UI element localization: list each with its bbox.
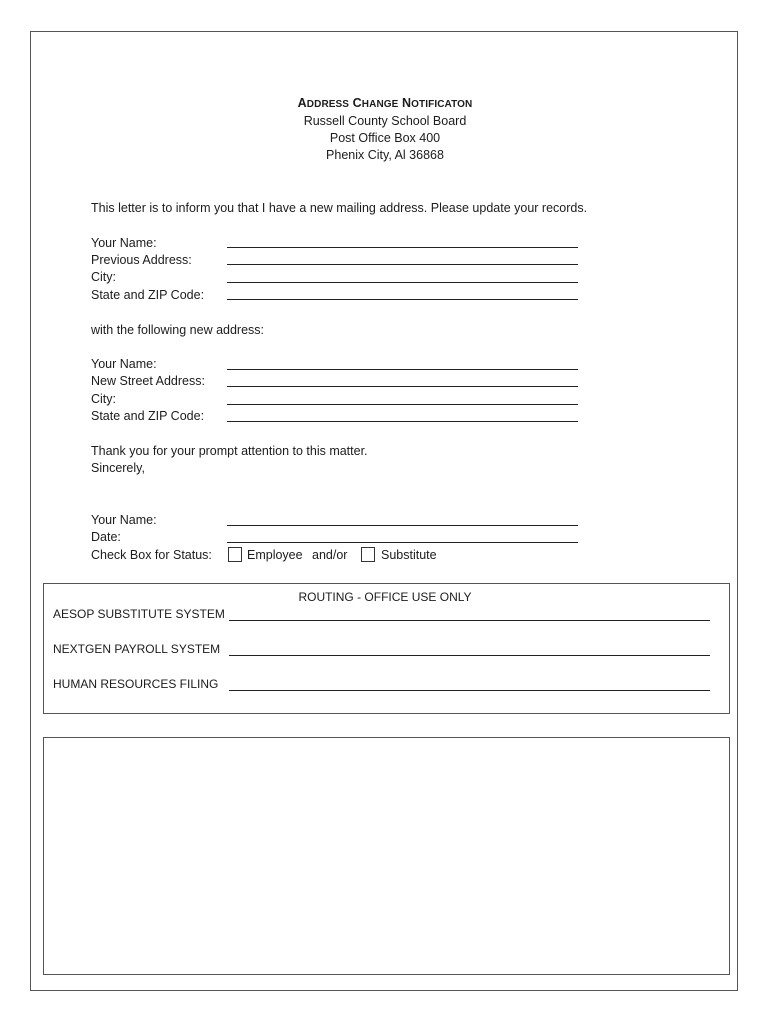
routing-item-aesop: AESOP SUBSTITUTE SYSTEM (53, 607, 225, 621)
status-label: Check Box for Status: (91, 548, 212, 562)
new-name-field[interactable] (227, 369, 578, 370)
sincerely-text: Sincerely, (91, 461, 145, 475)
org-po-box: Post Office Box 400 (329, 131, 441, 145)
new-city-field[interactable] (227, 404, 578, 405)
prev-city-field[interactable] (227, 282, 578, 283)
new-name-label: Your Name: (91, 357, 157, 371)
org-city: Phenix City, Al 36868 (326, 148, 444, 162)
employee-label: Employee (247, 548, 303, 562)
sig-name-field[interactable] (227, 525, 578, 526)
andor-label: and/or (312, 548, 348, 562)
routing-aesop-field[interactable] (229, 620, 710, 621)
prev-city-label: City: (91, 270, 116, 284)
routing-item-nextgen: NEXTGEN PAYROLL SYSTEM (53, 642, 221, 656)
routing-item-hr: HUMAN RESOURCES FILING (53, 677, 219, 691)
thanks-text: Thank you for your prompt attention to this matter. (91, 444, 368, 458)
transition-text: with the following new address: (91, 323, 265, 337)
prev-name-label: Your Name: (91, 236, 157, 250)
routing-nextgen-field[interactable] (229, 655, 710, 656)
employee-checkbox[interactable] (228, 547, 242, 562)
prev-address-label: Previous Address: (91, 253, 192, 267)
sig-date-label: Date: (91, 530, 121, 544)
new-street-label: New Street Address: (91, 374, 205, 388)
new-state-zip-label: State and ZIP Code: (91, 409, 205, 423)
routing-title: ROUTING - OFFICE USE ONLY (298, 590, 472, 604)
prev-address-field[interactable] (227, 264, 578, 265)
org-name: Russell County School Board (303, 114, 467, 128)
prev-state-zip-label: State and ZIP Code: (91, 288, 205, 302)
prev-name-field[interactable] (227, 247, 578, 248)
substitute-checkbox[interactable] (361, 547, 375, 562)
new-city-label: City: (91, 392, 116, 406)
blank-notes-box[interactable] (43, 737, 730, 975)
new-state-zip-field[interactable] (227, 421, 578, 422)
page-title: ADDRESS CHANGE NOTIFICATON (297, 96, 473, 110)
sig-name-label: Your Name: (91, 513, 157, 527)
new-street-field[interactable] (227, 386, 578, 387)
routing-hr-field[interactable] (229, 690, 710, 691)
sig-date-field[interactable] (227, 542, 578, 543)
substitute-label: Substitute (381, 548, 437, 562)
intro-text: This letter is to inform you that I have a new mailing address. Please update your records. (91, 201, 588, 215)
prev-state-zip-field[interactable] (227, 299, 578, 300)
